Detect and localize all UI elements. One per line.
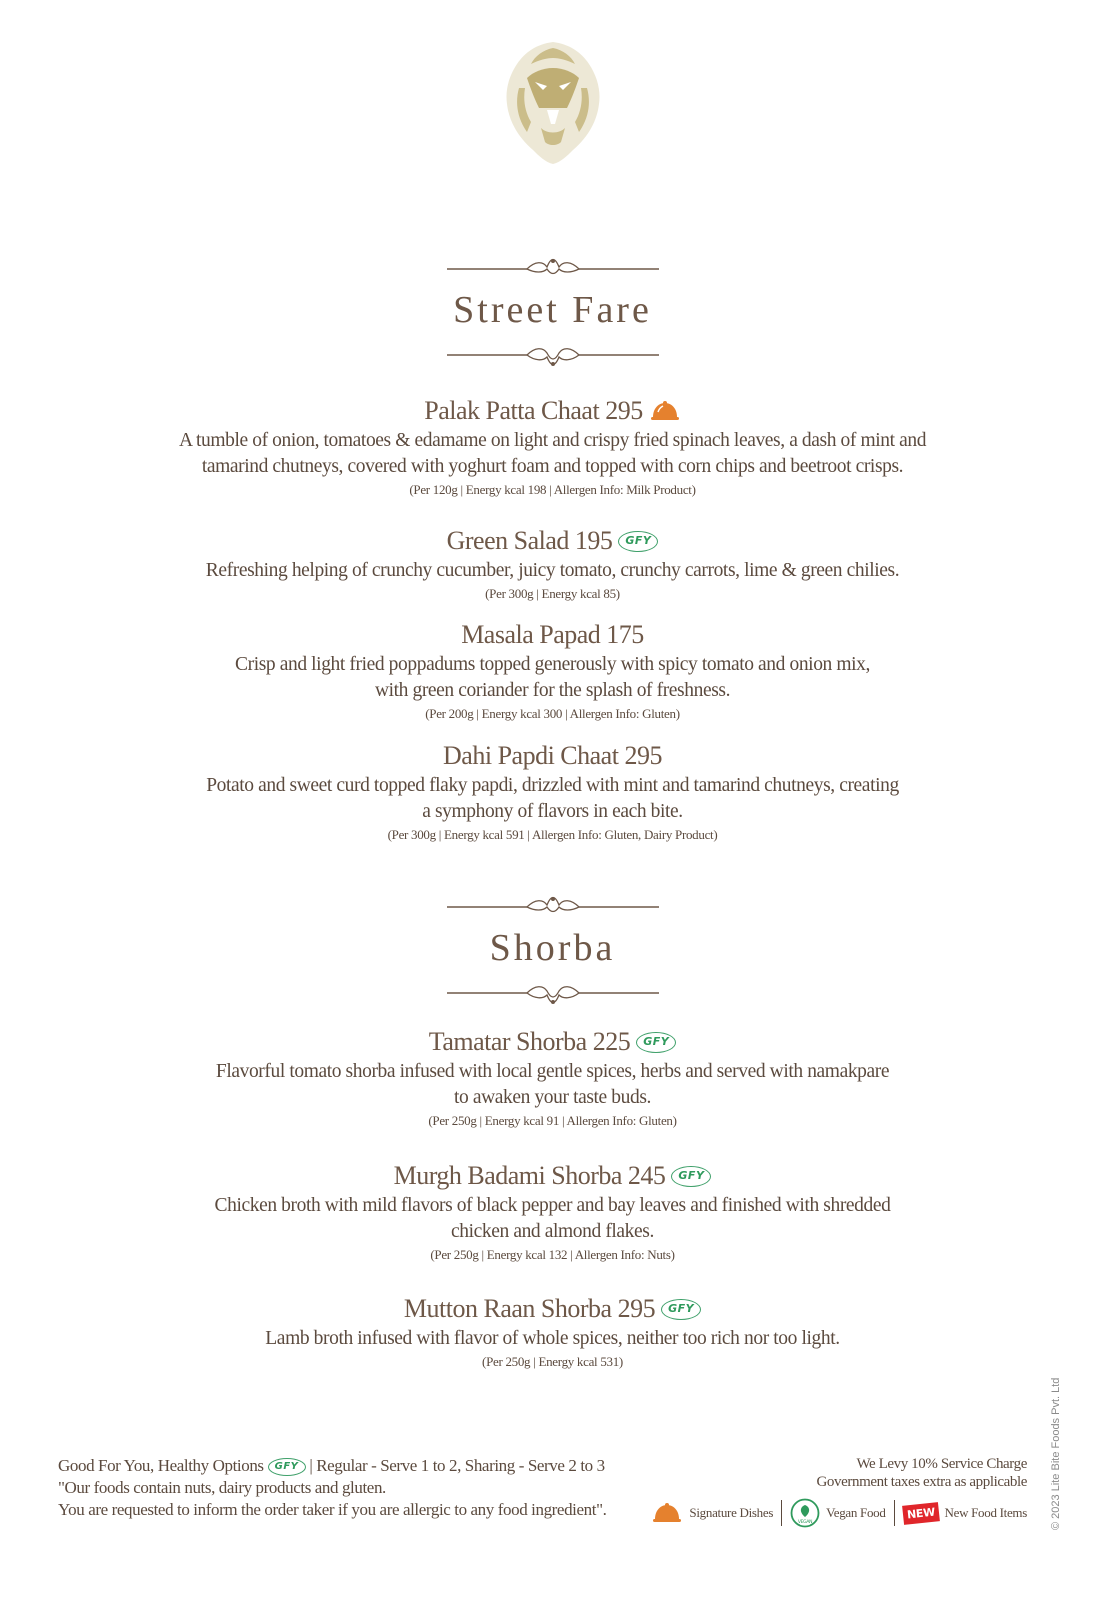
item-description: Lamb broth infused with flavor of whole spices, neither too rich nor too light. [265, 1328, 840, 1349]
flourish-divider-top [447, 255, 659, 279]
section-header-street-fare [0, 255, 1105, 369]
item-title [447, 526, 659, 556]
item-name: Masala Papad 175 [461, 620, 644, 649]
item-nutrition-info: (Per 250g | Energy kcal 91 | Allergen Info: Gluten) [428, 1113, 677, 1128]
menu-item [110, 396, 995, 499]
legend-signature-label: Signature Dishes [689, 1505, 774, 1520]
item-title [461, 620, 644, 650]
service-charge-note: We Levy 10% Service Charge [856, 1456, 1027, 1472]
menu-item [110, 741, 995, 844]
menu-item [110, 620, 995, 723]
legend-new-label: New Food Items [944, 1505, 1027, 1520]
menu-item [110, 1161, 995, 1264]
item-name: Dahi Papdi Chaat 295 [443, 741, 662, 770]
item-nutrition-info: (Per 200g | Energy kcal 300 | Allergen Info: Gluten) [425, 706, 680, 721]
section-header-shorba [0, 893, 1105, 1007]
item-description: Flavorful tomato shorba infused with local gentle spices, herbs and served with namakpare to awaken your taste buds. [215, 1061, 890, 1108]
item-title [404, 1294, 701, 1324]
item-name: Mutton Raan Shorba 295 [403, 1294, 656, 1323]
footer-line-allergen: "Our foods contain nuts, dairy products and gluten. [58, 1478, 386, 1497]
item-title [424, 396, 680, 426]
legend [651, 1498, 1027, 1528]
taxes-note: Government taxes extra as applicable [816, 1474, 1027, 1490]
menu-item [110, 1294, 995, 1371]
item-name: Green Salad 195 [446, 526, 613, 555]
gfy-badge: GFY [636, 1032, 676, 1053]
footer-line-serving: Good For You, Healthy Options GFY | Regular - Serve 1 to 2, Sharing - Serve 2 to 3 [58, 1456, 605, 1475]
menu-item [110, 526, 995, 603]
gfy-badge: GFY [618, 531, 658, 552]
flourish-divider-top [447, 893, 659, 917]
item-title [443, 741, 662, 771]
legend-separator [894, 1500, 895, 1526]
signature-cloche-icon [651, 1502, 683, 1524]
gfy-badge: GFY [671, 1166, 711, 1187]
item-nutrition-info: (Per 250g | Energy kcal 531) [482, 1354, 623, 1369]
item-name: Tamatar Shorba 225 [428, 1027, 631, 1056]
menu-item [110, 1027, 995, 1130]
item-title [394, 1161, 712, 1191]
item-description: A tumble of onion, tomatoes & edamame on light and crispy fried spinach leaves, a dash of mint and tamarind chutneys, covered with yoghurt foam and topped with corn chips and beetroot crisps. [178, 430, 927, 477]
item-description: Crisp and light fried poppadums topped generously with spicy tomato and onion mix, with green coriander for the splash of freshness. [235, 654, 870, 701]
section-title: Street Fare [453, 289, 652, 331]
legend-separator [781, 1500, 782, 1526]
gfy-badge: GFY [268, 1458, 306, 1476]
item-nutrition-info: (Per 250g | Energy kcal 132 | Allergen Info: Nuts) [430, 1247, 675, 1262]
footer-line-inform: You are requested to inform the order taker if you are allergic to any food ingredient". [58, 1500, 607, 1519]
legend-vegan-label: Vegan Food [826, 1505, 886, 1520]
item-description: Refreshing helping of crunchy cucumber, juicy tomato, crunchy carrots, lime & green chilies. [205, 560, 900, 581]
item-description: Potato and sweet curd topped flaky papdi, drizzled with mint and tamarind chutneys, creating a symphony of flavors in each bite. [206, 775, 899, 822]
flourish-divider-bottom [447, 983, 659, 1007]
item-nutrition-info: (Per 300g | Energy kcal 591 | Allergen Info: Gluten, Dairy Product) [387, 827, 718, 842]
copyright-text: © 2023 Lite Bite Foods Pvt. Ltd [1050, 1377, 1062, 1530]
item-nutrition-info: (Per 120g | Energy kcal 198 | Allergen Info: Milk Product) [409, 482, 696, 497]
flourish-divider-bottom [447, 345, 659, 369]
lion-logo [497, 38, 609, 166]
item-name: Murgh Badami Shorba 245 [393, 1161, 666, 1190]
item-description: Chicken broth with mild flavors of black pepper and bay leaves and finished with shredded chicken and almond flakes. [214, 1195, 891, 1242]
section-title: Shorba [489, 927, 616, 969]
signature-cloche-icon [649, 400, 681, 422]
new-badge: NEW [902, 1502, 940, 1525]
svg-text:VEGAN: VEGAN [797, 1520, 813, 1525]
item-name: Palak Patta Chaat 295 [424, 396, 643, 425]
item-title [429, 1027, 676, 1057]
gfy-badge: GFY [661, 1299, 701, 1320]
vegan-leaf-icon [790, 1498, 820, 1528]
footer-charges [697, 1455, 1027, 1491]
footer-notes [58, 1455, 698, 1521]
item-nutrition-info: (Per 300g | Energy kcal 85) [485, 586, 620, 601]
